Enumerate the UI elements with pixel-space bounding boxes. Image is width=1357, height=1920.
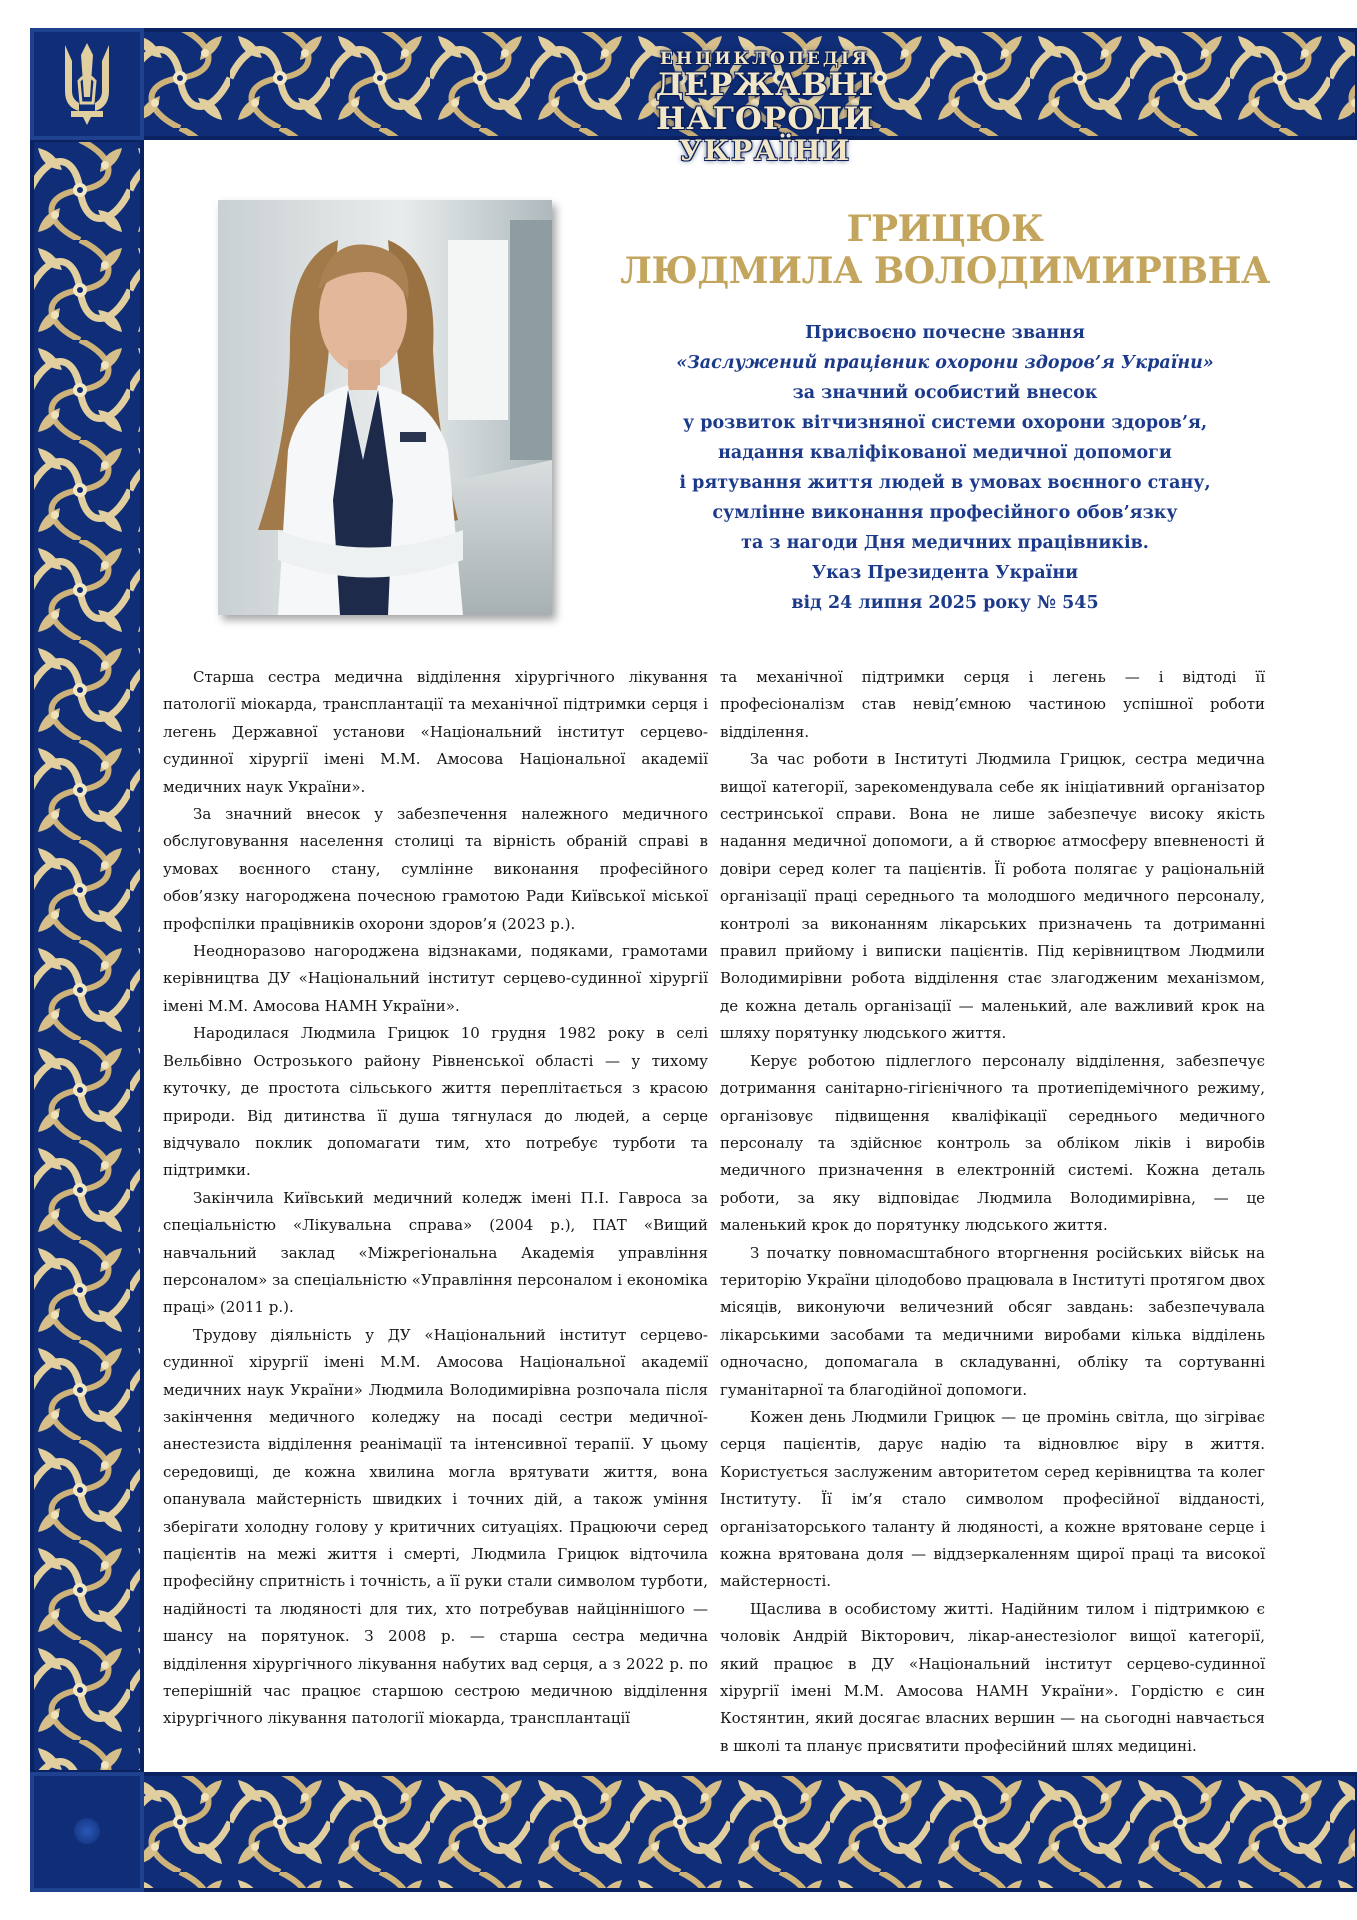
article-paragraph: За значний внесок у забезпечення належного медичного обслуговування населення столиці та вірність обраній справі в умовах воєнного стану, сумлінне виконання професійного обов’язку нагороджена почесною грамотою Ради Київської міської профспілки працівників охорони здоров’я (2023 р.). xyxy=(163,805,708,933)
ornamental-border-bottom xyxy=(30,1772,1357,1892)
article-paragraph: За час роботи в Інституті Людмила Грицюк, сестра медична вищої категорії, зарекомендувала себе як ініціативний організатор сестринської справи. Вона не лише забезпечує високу якість надання медичної допомоги, а й створює атмосферу впевненості й довіри серед колег та пацієнтів. Її робота полягає у раціональній організації праці середнього та молодшого медичного персоналу, контролі за виконанням лікарських призначень та дотриманні правил прийому і виписки пацієнтів. Під керівництвом Людмили Володимирівни робота відділення стає злагодженим механізмом, де кожна деталь організації — маленький, але важливий крок на шляху порятунку людського життя. xyxy=(720,750,1265,1043)
person-name xyxy=(600,208,1290,292)
article-paragraph: Щаслива в особистому житті. Надійним тилом і підтримкою є чоловік Андрій Вікторович, лікар-анестезіолог вищої категорії, який працює в ДУ «Національний інститут серцево-судинної хірургії імені М.М. Амосова НАМН України». Гордістю є син Костянтин, який досягає власних вершин — на сьогодні навчається в школі та планує присвятити професійний шлях медицині. xyxy=(720,1599,1265,1755)
person-given-names: ЛЮДМИЛА ВОЛОДИМИРІВНА xyxy=(620,250,1270,292)
award-text xyxy=(630,318,1260,618)
person-surname: ГРИЦЮК xyxy=(846,208,1044,250)
ornamental-border-left xyxy=(30,140,144,1772)
decree-line: Указ Президента України xyxy=(811,563,1079,583)
award-line: Присвоєно почесне звання xyxy=(805,323,1085,343)
article-paragraph-continuation: та механічної підтримки серця і легень — і відтоді її професіоналізм став невід’ємною частиною успішної роботи відділення. xyxy=(720,668,1265,741)
article-paragraph: Старша сестра медична відділення хірургічного лікування патології міокарда, трансплантації та механічної підтримки серця і легень Державної установи «Національний інститут серцево-судинної хірургії імені М.М. Амосова Національної академії медичних наук України». xyxy=(163,668,708,796)
banner-title-line2: УКРАЇНИ xyxy=(678,134,852,167)
decree-date-line: від 24 липня 2025 року № 545 xyxy=(791,593,1099,613)
article-paragraph: Народилася Людмила Грицюк 10 грудня 1982 року в селі Вельбівно Острозького району Рівненської області — у тихому куточку, де простота сільського життя переплітається з красою природи. Від дитинства її душа тягнулася до людей, а серце відчувало поклик допомагати тим, хто потребує турботи та підтримки. xyxy=(163,1024,708,1180)
banner-title-line1: ДЕРЖАВНІ НАГОРОДИ xyxy=(655,67,875,137)
article-column-right xyxy=(720,664,1265,1760)
award-line: у розвиток вітчизняної системи охорони здоров’я, xyxy=(682,413,1208,433)
award-line: надання кваліфікованої медичної допомоги xyxy=(718,443,1172,463)
article-column-left xyxy=(163,664,708,1733)
award-line: за значний особистий внесок xyxy=(792,383,1098,403)
encyclopedia-banner xyxy=(600,49,930,167)
article-paragraph: Неодноразово нагороджена відзнаками, подяками, грамотами керівництва ДУ «Національний інститут серцево-судинної хірургії імені М.М. Амосова НАМН України». xyxy=(163,942,708,1015)
award-line: та з нагоди Дня медичних працівників. xyxy=(741,533,1149,553)
banner-series-label: ЕНЦИКЛОПЕДІЯ xyxy=(660,49,870,69)
portrait-photo xyxy=(218,200,552,615)
award-line: сумлінне виконання професійного обов’язку xyxy=(712,503,1178,523)
article-paragraph: З початку повномасштабного вторгнення російських військ на територію України цілодобово працювала в Інституті протягом двох місяців, виконуючи величезний обсяг завдань: забезпечувала лікарськими засобами та медичними виробами кілька відділень одночасно, допомагала в складуванні, обліку та сортуванні гуманітарної та благодійної допомоги. xyxy=(720,1243,1265,1399)
emblem-panel xyxy=(30,28,144,140)
article-paragraph: Закінчила Київський медичний коледж імені П.І. Гавроса за спеціальністю «Лікувальна справа» (2004 р.), ПАТ «Вищий навчальний заклад «Міжрегіональна Академія управління персоналом» за спеціальністю «Управління персоналом і економіка праці» (2011 р.). xyxy=(163,1188,708,1317)
article-paragraph: Трудову діяльність у ДУ «Національний інститут серцево-судинної хірургії імені М.М. Амосова Національної академії медичних наук України» Людмила Володимирівна розпочала після закінчення медичного коледжу на посаді сестри медичної-анестезиста відділення реанімації та інтенсивної терапії. У цьому середовищі, де кожна хвилина могла врятувати життя, вона опанувала майстерність швидких і точних дій, а також уміння зберігати холодну голову у критичних ситуаціях. Працюючи серед пацієнтів на межі життя і смерті, Людмила Грицюк відточила професійну спритність і точність, а її руки стали символом турботи, надійності та людяності для тих, хто потребував найціннішого — шансу на порятунок. З 2008 р. — старша сестра медична відділення хірургічного лікування набутих вад серця, а з 2022 р. по теперішній час працює старшою сестрою медичною відділення хірургічного лікування патології міокарда, трансплантації xyxy=(163,1325,708,1728)
award-line: і рятування життя людей в умовах воєнного стану, xyxy=(679,473,1211,493)
article-paragraph: Кожен день Людмили Грицюк — це промінь світла, що зігріває серця пацієнтів, дарує надію та відновлює віру в життя. Користується заслуженим авторитетом серед керівництва та колег Інституту. Її ім’я стало символом професійної відданості, організаторського таланту й людяності, а кожне врятоване серце і кожна врятована доля — віддзеркаленням щирої праці та високої майстерності. xyxy=(720,1407,1265,1591)
article-paragraph: Керує роботою підлеглого персоналу відділення, забезпечує дотримання санітарно-гігієнічного та протиепідемічного режиму, організовує підвищення кваліфікації середнього медичного персоналу та здійснює контроль за обліком ліків і виробів медичного призначення в електронній системі. Кожна деталь роботи, за яку відповідає Людмила Володимирівна, — це маленький крок до порятунку людського життя. xyxy=(720,1051,1265,1235)
corner-medallion xyxy=(30,1772,144,1892)
award-title-line: «Заслужений працівник охорони здоров’я України» xyxy=(676,353,1214,373)
trident-icon xyxy=(57,41,117,127)
